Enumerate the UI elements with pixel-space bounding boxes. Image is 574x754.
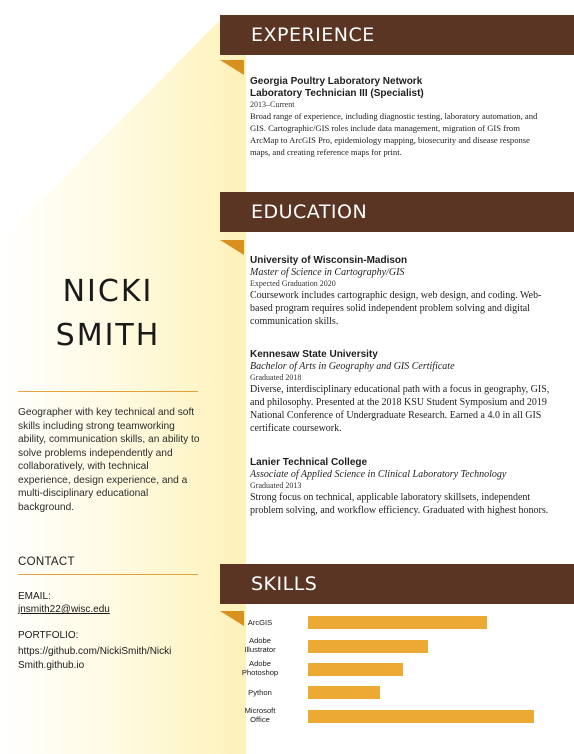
email-link[interactable]: jnsmith22@wisc.edu xyxy=(18,604,110,615)
skill-label: Adobe Illustrator xyxy=(244,636,276,654)
education-header-fold xyxy=(220,240,244,255)
job-dates: 2013–Current xyxy=(250,100,295,109)
education-description: Diverse, interdisciplinary educational path with a focus in geography, GIS, and philosophy. Presented at the 2018 KSU Student Symposium and 2019 National Conference of Undergraduate Research. Earned a 4.0 in all GIS certificate coursework. xyxy=(250,384,550,434)
skill-label: ArcGIS xyxy=(247,618,273,627)
skill-bar-office xyxy=(308,710,534,723)
skill-bar-illustrator xyxy=(308,640,428,653)
summary-text: Geographer with key technical and soft skills including strong teamworking ability, communication skills, an ability to solve problems independently and collaboratively, with technical experience, design experience, and a multi-disciplinary educational background. xyxy=(18,407,200,513)
education-entry xyxy=(250,255,550,328)
education-description: Strong focus on technical, applicable laboratory skillsets, independent problem solving, and workflow efficiency. Graduated with highest honors. xyxy=(250,492,549,516)
contact-divider xyxy=(18,574,198,575)
first-name: NICKI xyxy=(62,274,154,309)
skill-label: Adobe Photoshop xyxy=(241,659,279,677)
summary-divider xyxy=(18,391,198,392)
last-name: SMITH xyxy=(55,318,161,353)
job-description: Broad range of experience, including diagnostic testing, laboratory automation, and GIS. Cartographic/GIS roles include data management, migration of GIS from ArcMap to ArcGIS Pro, epidemiology mapping, biosecurity and disease response maps, and creating reference maps for print. xyxy=(250,111,538,157)
education-header: EDUCATION xyxy=(220,192,574,232)
skill-bar-arcgis xyxy=(308,616,487,629)
graduation-date: Expected Graduation 2020 xyxy=(250,279,336,288)
experience-header: EXPERIENCE xyxy=(220,15,574,55)
school-name: Lanier Technical College xyxy=(250,457,368,468)
portfolio-link[interactable] xyxy=(18,645,208,673)
portfolio-label: PORTFOLIO: xyxy=(18,630,79,641)
experience-header-fold xyxy=(220,60,244,75)
education-entry xyxy=(250,349,550,435)
portfolio-line-1: https://github.com/NickiSmith/Nicki xyxy=(18,646,172,657)
portfolio-line-2: Smith.github.io xyxy=(18,660,85,671)
skill-label: Microsoft Office xyxy=(244,706,276,724)
graduation-date: Graduated 2013 xyxy=(250,481,302,490)
education-entry xyxy=(250,457,550,517)
school-name: University of Wisconsin-Madison xyxy=(250,255,408,266)
email-label: EMAIL: xyxy=(18,591,51,602)
degree: Associate of Applied Science in Clinical Laboratory Technology xyxy=(250,469,507,480)
experience-entry xyxy=(250,76,550,158)
graduation-date: Graduated 2018 xyxy=(250,373,302,382)
skills-header: SKILLS xyxy=(220,564,574,604)
skill-bar-photoshop xyxy=(308,663,403,676)
skill-bar-python xyxy=(308,686,380,699)
degree: Bachelor of Arts in Geography and GIS Certificate xyxy=(250,361,455,372)
school-name: Kennesaw State University xyxy=(250,349,378,360)
contact-heading: CONTACT xyxy=(18,556,75,568)
degree: Master of Science in Cartography/GIS xyxy=(250,267,405,278)
employer: Georgia Poultry Laboratory Network xyxy=(250,76,423,87)
education-description: Coursework includes cartographic design, web design, and coding. Web-based program requires solid independent problem solving and digital communication skills. xyxy=(250,290,542,327)
job-title: Laboratory Technician III (Specialist) xyxy=(250,88,424,99)
skill-label: Python xyxy=(248,688,272,697)
